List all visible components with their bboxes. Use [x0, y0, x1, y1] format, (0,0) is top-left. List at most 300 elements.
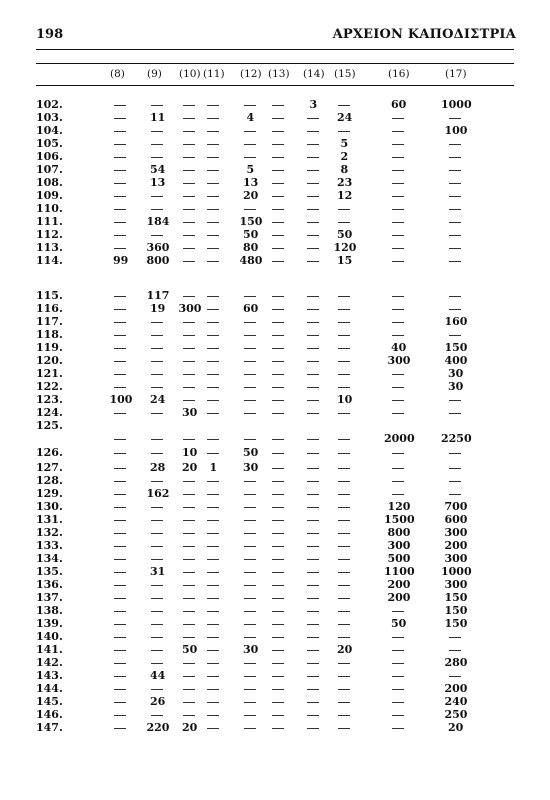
row-number: 122. [36, 380, 63, 393]
cell-value: 28 [150, 461, 166, 474]
dash-mark [207, 335, 219, 336]
dash-mark [338, 131, 350, 132]
dash-mark [207, 309, 219, 310]
dash-mark [207, 559, 219, 560]
cell-value: 10 [182, 446, 198, 459]
dash-mark [114, 131, 126, 132]
dash-mark [272, 689, 284, 690]
header-rule-bottom [36, 85, 514, 86]
cell-value: 15 [337, 254, 353, 267]
table-row [0, 150, 550, 163]
dash-mark [114, 170, 126, 171]
dash-mark [244, 702, 256, 703]
table-row [0, 302, 550, 315]
table-row [0, 656, 550, 669]
dash-mark [114, 322, 126, 323]
dash-mark [392, 157, 404, 158]
dash-mark [183, 624, 195, 625]
dash-mark [244, 676, 256, 677]
cell-value: 5 [340, 137, 349, 150]
dash-mark [151, 611, 163, 612]
row-number: 129. [36, 487, 63, 500]
dash-mark [338, 374, 350, 375]
table-row [0, 228, 550, 241]
table-row [0, 500, 550, 513]
dash-mark [272, 702, 284, 703]
dash-mark [207, 118, 219, 119]
row-number: 121. [36, 367, 63, 380]
row-number: 106. [36, 150, 63, 163]
table-row [0, 604, 550, 617]
cell-value: 360 [146, 241, 170, 254]
cell-value: 60 [243, 302, 259, 315]
cell-value: 100 [444, 124, 468, 137]
dash-mark [272, 105, 284, 106]
row-number: 113. [36, 241, 63, 254]
dash-mark [392, 374, 404, 375]
cell-value: 20 [448, 721, 464, 734]
cell-value: 40 [391, 341, 407, 354]
dash-mark [151, 348, 163, 349]
dash-mark [449, 296, 461, 297]
row-number: 103. [36, 111, 63, 124]
dash-mark [151, 533, 163, 534]
dash-mark [307, 183, 319, 184]
cell-value: 300 [387, 539, 411, 552]
cell-value: 20 [182, 721, 198, 734]
dash-mark [307, 439, 319, 440]
dash-mark [272, 387, 284, 388]
dash-mark [307, 585, 319, 586]
dash-mark [207, 170, 219, 171]
dash-mark [272, 520, 284, 521]
dash-mark [207, 222, 219, 223]
dash-mark [307, 453, 319, 454]
page-number: 198 [36, 27, 64, 42]
row-number: 105. [36, 137, 63, 150]
dash-mark [151, 663, 163, 664]
row-number: 135. [36, 565, 63, 578]
dash-mark [114, 157, 126, 158]
dash-mark [307, 413, 319, 414]
dash-mark [244, 663, 256, 664]
dash-mark [272, 374, 284, 375]
dash-mark [183, 572, 195, 573]
dash-mark [392, 209, 404, 210]
dash-mark [244, 728, 256, 729]
cell-value: 1000 [441, 565, 472, 578]
table-row [0, 630, 550, 643]
dash-mark [449, 170, 461, 171]
dash-mark [114, 702, 126, 703]
cell-value: 26 [150, 695, 166, 708]
table-row [0, 341, 550, 354]
dash-mark [207, 598, 219, 599]
dash-mark [272, 468, 284, 469]
dash-mark [183, 183, 195, 184]
cell-value: 44 [150, 669, 166, 682]
dash-mark [183, 387, 195, 388]
dash-mark [114, 637, 126, 638]
dash-mark [449, 209, 461, 210]
dash-mark [392, 131, 404, 132]
dash-mark [183, 322, 195, 323]
dash-mark [151, 235, 163, 236]
dash-mark [207, 131, 219, 132]
row-number: 140. [36, 630, 63, 643]
row-number: 116. [36, 302, 63, 315]
cell-value: 5 [246, 163, 255, 176]
table-row [0, 189, 550, 202]
cell-value: 300 [178, 302, 202, 315]
dash-mark [392, 400, 404, 401]
dash-mark [338, 611, 350, 612]
dash-mark [151, 157, 163, 158]
dash-mark [307, 157, 319, 158]
column-header: (9) [147, 68, 162, 80]
dash-mark [338, 296, 350, 297]
dash-mark [449, 335, 461, 336]
dash-mark [114, 598, 126, 599]
dash-mark [183, 559, 195, 560]
dash-mark [151, 559, 163, 560]
cell-value: 54 [150, 163, 166, 176]
table-row [0, 354, 550, 367]
dash-mark [272, 361, 284, 362]
dash-mark [207, 105, 219, 106]
cell-value: 20 [182, 461, 198, 474]
dash-mark [392, 468, 404, 469]
table-row [0, 289, 550, 302]
dash-mark [272, 348, 284, 349]
dash-mark [207, 702, 219, 703]
dash-mark [449, 222, 461, 223]
cell-value: 200 [387, 578, 411, 591]
dash-mark [338, 533, 350, 534]
dash-mark [449, 157, 461, 158]
row-number: 127. [36, 461, 63, 474]
cell-value: 500 [387, 552, 411, 565]
row-number: 111. [36, 215, 63, 228]
dash-mark [272, 170, 284, 171]
dash-mark [207, 296, 219, 297]
dash-mark [183, 439, 195, 440]
dash-mark [183, 196, 195, 197]
dash-mark [151, 585, 163, 586]
dash-mark [338, 309, 350, 310]
dash-mark [114, 387, 126, 388]
dash-mark [244, 572, 256, 573]
dash-mark [307, 235, 319, 236]
dash-mark [272, 611, 284, 612]
dash-mark [244, 689, 256, 690]
dash-mark [307, 348, 319, 349]
dash-mark [183, 170, 195, 171]
dash-mark [338, 439, 350, 440]
dash-mark [207, 361, 219, 362]
cell-value: 150 [444, 591, 468, 604]
dash-mark [183, 520, 195, 521]
dash-mark [338, 598, 350, 599]
row-number: 109. [36, 189, 63, 202]
dash-mark [338, 481, 350, 482]
dash-mark [114, 309, 126, 310]
dash-mark [114, 235, 126, 236]
dash-mark [338, 222, 350, 223]
dash-mark [338, 676, 350, 677]
cell-value: 240 [444, 695, 468, 708]
dash-mark [392, 222, 404, 223]
dash-mark [114, 689, 126, 690]
dash-mark [338, 335, 350, 336]
dash-mark [272, 235, 284, 236]
dash-mark [392, 611, 404, 612]
row-number: 144. [36, 682, 63, 695]
cell-value: 30 [448, 367, 464, 380]
cell-value: 50 [243, 228, 259, 241]
dash-mark [244, 157, 256, 158]
dash-mark [151, 453, 163, 454]
dash-mark [244, 400, 256, 401]
table-row [0, 380, 550, 393]
dash-mark [244, 131, 256, 132]
dash-mark [338, 585, 350, 586]
dash-mark [151, 637, 163, 638]
table-row [0, 98, 550, 111]
dash-mark [244, 209, 256, 210]
dash-mark [244, 481, 256, 482]
dash-mark [272, 494, 284, 495]
dash-mark [307, 361, 319, 362]
row-number: 138. [36, 604, 63, 617]
running-title: ΑΡΧΕΙΟΝ ΚΑΠΟΔΙΣΤΡΙΑ [332, 27, 516, 42]
dash-mark [338, 105, 350, 106]
dash-mark [244, 598, 256, 599]
dash-mark [183, 157, 195, 158]
dash-mark [338, 348, 350, 349]
dash-mark [114, 196, 126, 197]
dash-mark [307, 296, 319, 297]
dash-mark [207, 348, 219, 349]
dash-mark [392, 676, 404, 677]
row-number: 130. [36, 500, 63, 513]
dash-mark [244, 494, 256, 495]
dash-mark [151, 650, 163, 651]
dash-mark [183, 261, 195, 262]
dash-mark [207, 611, 219, 612]
dash-mark [272, 598, 284, 599]
dash-mark [272, 676, 284, 677]
dash-mark [114, 507, 126, 508]
row-number: 146. [36, 708, 63, 721]
dash-mark [183, 118, 195, 119]
dash-mark [392, 309, 404, 310]
dash-mark [114, 663, 126, 664]
dash-mark [114, 611, 126, 612]
dash-mark [272, 296, 284, 297]
table-row [0, 328, 550, 341]
dash-mark [114, 248, 126, 249]
table-row [0, 111, 550, 124]
dash-mark [183, 248, 195, 249]
table-row [0, 215, 550, 228]
dash-mark [151, 481, 163, 482]
cell-value: 12 [337, 189, 353, 202]
dash-mark [151, 715, 163, 716]
dash-mark [151, 335, 163, 336]
row-number: 137. [36, 591, 63, 604]
dash-mark [114, 222, 126, 223]
row-number: 143. [36, 669, 63, 682]
row-number: 104. [36, 124, 63, 137]
table-row [0, 315, 550, 328]
cell-value: 4 [246, 111, 255, 124]
cell-value: 13 [243, 176, 259, 189]
dash-mark [307, 131, 319, 132]
cell-value: 220 [146, 721, 170, 734]
dash-mark [307, 387, 319, 388]
dash-mark [449, 481, 461, 482]
dash-mark [114, 468, 126, 469]
table-row [0, 446, 550, 459]
row-number: 110. [36, 202, 63, 215]
dash-mark [338, 624, 350, 625]
dash-mark [207, 209, 219, 210]
row-number: 115. [36, 289, 63, 302]
dash-mark [307, 572, 319, 573]
row-number: 102. [36, 98, 63, 111]
cell-value: 20 [243, 189, 259, 202]
cell-value: 120 [387, 500, 411, 513]
dash-mark [307, 209, 319, 210]
dash-mark [338, 520, 350, 521]
dash-mark [307, 118, 319, 119]
table-row [0, 419, 550, 432]
dash-mark [114, 494, 126, 495]
column-header: (16) [388, 68, 410, 80]
dash-mark [244, 585, 256, 586]
dash-mark [307, 637, 319, 638]
dash-mark [392, 261, 404, 262]
table-row [0, 163, 550, 176]
dash-mark [449, 309, 461, 310]
dash-mark [207, 520, 219, 521]
dash-mark [183, 222, 195, 223]
dash-mark [307, 728, 319, 729]
cell-value: 2 [340, 150, 349, 163]
dash-mark [114, 335, 126, 336]
dash-mark [392, 296, 404, 297]
dash-mark [307, 248, 319, 249]
table-row [0, 695, 550, 708]
dash-mark [392, 248, 404, 249]
dash-mark [307, 676, 319, 677]
dash-mark [151, 322, 163, 323]
dash-mark [207, 572, 219, 573]
dash-mark [392, 322, 404, 323]
dash-mark [207, 624, 219, 625]
dash-mark [338, 387, 350, 388]
dash-mark [392, 663, 404, 664]
dash-mark [244, 144, 256, 145]
dash-mark [151, 105, 163, 106]
cell-value: 2250 [441, 432, 472, 445]
dash-mark [183, 131, 195, 132]
dash-mark [338, 507, 350, 508]
dash-mark [183, 105, 195, 106]
dash-mark [272, 439, 284, 440]
column-header: (14) [303, 68, 325, 80]
cell-value: 1000 [441, 98, 472, 111]
cell-value: 30 [243, 461, 259, 474]
cell-value: 30 [243, 643, 259, 656]
row-number: 108. [36, 176, 63, 189]
dash-mark [151, 507, 163, 508]
row-number: 124. [36, 406, 63, 419]
dash-mark [207, 533, 219, 534]
dash-mark [207, 235, 219, 236]
cell-value: 300 [444, 526, 468, 539]
dash-mark [114, 559, 126, 560]
column-header: (12) [240, 68, 262, 80]
dash-mark [272, 309, 284, 310]
table-row [0, 124, 550, 137]
cell-value: 50 [391, 617, 407, 630]
dash-mark [392, 481, 404, 482]
dash-mark [183, 715, 195, 716]
dash-mark [114, 572, 126, 573]
dash-mark [151, 209, 163, 210]
row-number: 117. [36, 315, 63, 328]
dash-mark [272, 183, 284, 184]
table-row [0, 137, 550, 150]
cell-value: 24 [150, 393, 166, 406]
dash-mark [151, 624, 163, 625]
row-number: 147. [36, 721, 63, 734]
cell-value: 80 [243, 241, 259, 254]
dash-mark [392, 702, 404, 703]
table-row [0, 578, 550, 591]
dash-mark [272, 637, 284, 638]
table-row [0, 176, 550, 189]
dash-mark [207, 546, 219, 547]
cell-value: 200 [444, 539, 468, 552]
cell-value: 200 [387, 591, 411, 604]
cell-value: 1100 [384, 565, 415, 578]
dash-mark [114, 453, 126, 454]
cell-value: 400 [444, 354, 468, 367]
dash-mark [207, 494, 219, 495]
dash-mark [392, 335, 404, 336]
dash-mark [338, 702, 350, 703]
table-row [0, 432, 550, 445]
dash-mark [114, 183, 126, 184]
dash-mark [338, 663, 350, 664]
dash-mark [392, 413, 404, 414]
dash-mark [338, 453, 350, 454]
dash-mark [207, 663, 219, 664]
row-number: 125. [36, 419, 63, 432]
dash-mark [183, 546, 195, 547]
row-number: 112. [36, 228, 63, 241]
dash-mark [449, 413, 461, 414]
cell-value: 50 [243, 446, 259, 459]
header-rule-top [36, 49, 514, 50]
cell-value: 117 [146, 289, 170, 302]
header-rule-columns [36, 63, 514, 64]
dash-mark [307, 689, 319, 690]
table-row [0, 643, 550, 656]
